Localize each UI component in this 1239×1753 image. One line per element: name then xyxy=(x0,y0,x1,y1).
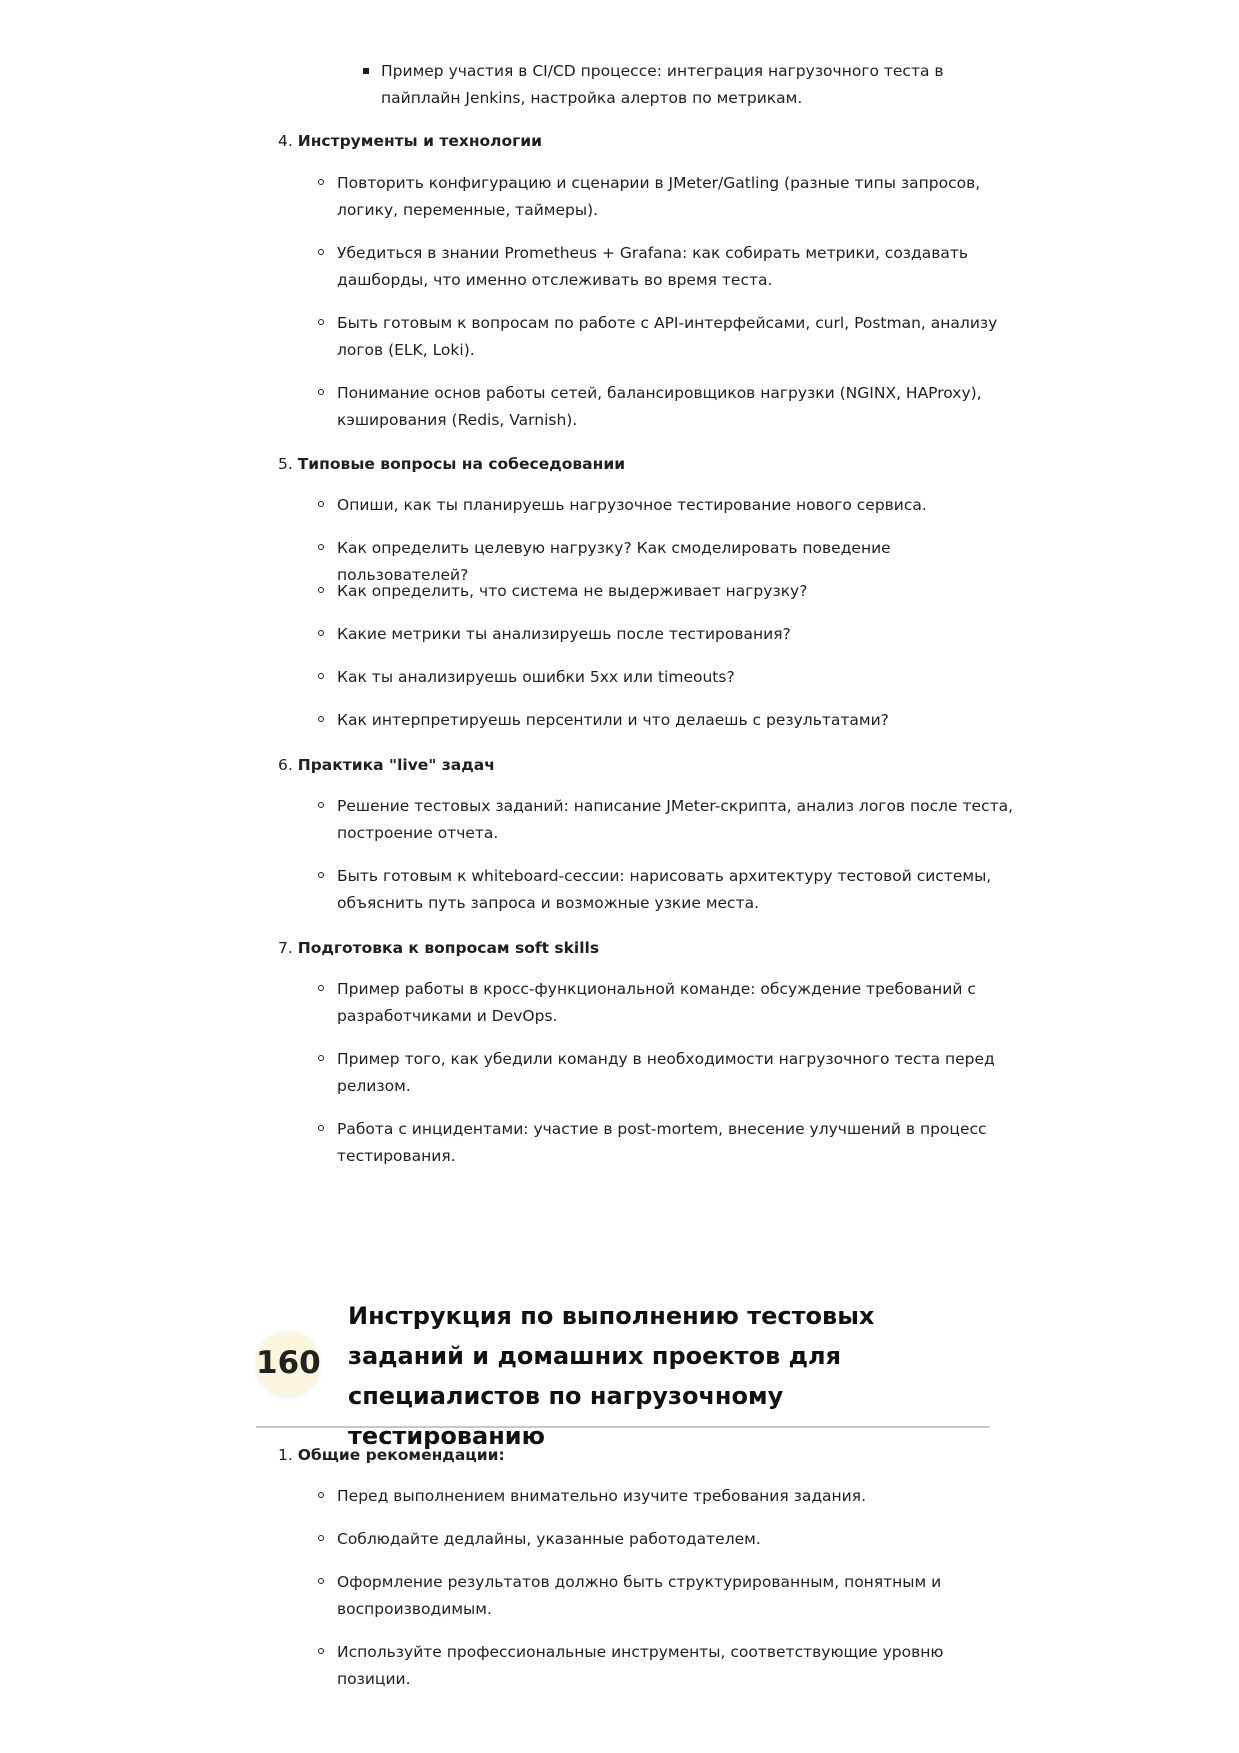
list-item-text: Как ты анализируешь ошибки 5xx или timeouts? xyxy=(337,668,735,686)
section-title: Типовые вопросы на собеседовании xyxy=(297,455,626,473)
list-item-text: Перед выполнением внимательно изучите требования задания. xyxy=(337,1487,866,1505)
list-item xyxy=(337,976,1017,1030)
list-item xyxy=(337,492,1017,519)
circle-bullet-icon xyxy=(318,389,324,395)
list-item-text: Пример участия в CI/CD процессе: интеграция нагрузочного теста в пайплайн Jenkins, настройка алертов по метрикам. xyxy=(381,62,944,107)
list-item-text: Как определить целевую нагрузку? Как смоделировать поведение пользователей? xyxy=(337,539,891,584)
list-item-text: Используйте профессиональные инструменты, соответствующие уровню позиции. xyxy=(337,1643,944,1688)
circle-bullet-icon xyxy=(318,1055,324,1061)
circle-bullet-icon xyxy=(318,587,324,593)
list-item xyxy=(337,380,1017,434)
list-item-text: Понимание основ работы сетей, балансировщиков нагрузки (NGINX, HAProxy), кэширования (Redis, Varnish). xyxy=(337,384,982,429)
list-item-text: Как интерпретируешь персентили и что делаешь с результатами? xyxy=(337,711,889,729)
circle-bullet-icon xyxy=(318,673,324,679)
circle-bullet-icon xyxy=(318,985,324,991)
list-item xyxy=(337,793,1017,847)
list-item xyxy=(337,578,1017,605)
section-title: Практика "live" задач xyxy=(297,756,495,774)
list-item xyxy=(337,707,1017,734)
chapter-number-badge: 160 xyxy=(256,1331,320,1395)
section-number: 5. xyxy=(278,455,293,473)
list-item xyxy=(337,863,1017,917)
list-item-text: Работа с инцидентами: участие в post-mortem, внесение улучшений в процесс тестирования. xyxy=(337,1120,987,1165)
list-item xyxy=(381,58,1001,112)
list-item xyxy=(337,1483,1017,1510)
section-heading xyxy=(278,937,599,959)
chapter-title: Инструкция по выполнению тестовых заданий и домашних проектов для специалистов по нагрузочному тестированию xyxy=(348,1302,875,1450)
circle-bullet-icon xyxy=(318,249,324,255)
list-item-text: Пример того, как убедили команду в необходимости нагрузочного теста перед релизом. xyxy=(337,1050,995,1095)
list-item-text: Оформление результатов должно быть структурированным, понятным и воспроизводимым. xyxy=(337,1573,942,1618)
circle-bullet-icon xyxy=(318,872,324,878)
section-title: Общие рекомендации: xyxy=(297,1446,505,1464)
circle-bullet-icon xyxy=(318,544,324,550)
list-item xyxy=(337,310,1017,364)
circle-bullet-icon xyxy=(318,1578,324,1584)
section-heading xyxy=(278,1444,505,1466)
circle-bullet-icon xyxy=(318,1648,324,1654)
circle-bullet-icon xyxy=(318,1125,324,1131)
list-item xyxy=(337,664,1017,691)
circle-bullet-icon xyxy=(318,716,324,722)
list-item xyxy=(337,240,1017,294)
circle-bullet-icon xyxy=(318,1535,324,1541)
circle-bullet-icon xyxy=(318,630,324,636)
list-item xyxy=(337,1116,1017,1170)
section-number: 6. xyxy=(278,756,293,774)
circle-bullet-icon xyxy=(318,501,324,507)
list-item-text: Пример работы в кросс-функциональной команде: обсуждение требований с разработчиками и DevOps. xyxy=(337,980,976,1025)
list-item-text: Убедиться в знании Prometheus + Grafana: как собирать метрики, создавать дашборды, что именно отслеживать во время теста. xyxy=(337,244,969,289)
list-item-text: Быть готовым к whiteboard-сессии: нарисовать архитектуру тестовой системы, объяснить путь запроса и возможные узкие места. xyxy=(337,867,992,912)
circle-bullet-icon xyxy=(318,319,324,325)
list-item xyxy=(337,1526,1017,1553)
list-item-text: Опиши, как ты планируешь нагрузочное тестирование нового сервиса. xyxy=(337,496,927,514)
circle-bullet-icon xyxy=(318,1492,324,1498)
chapter-heading xyxy=(256,1296,990,1450)
section-title: Подготовка к вопросам soft skills xyxy=(297,939,600,957)
list-item-text: Решение тестовых заданий: написание JMeter-скрипта, анализ логов после теста, построение отчета. xyxy=(337,797,1014,842)
section-number: 7. xyxy=(278,939,293,957)
list-item-text: Соблюдайте дедлайны, указанные работодателем. xyxy=(337,1530,761,1548)
square-bullet-icon xyxy=(363,68,369,74)
section-heading xyxy=(278,453,625,475)
list-item xyxy=(337,1639,1017,1693)
list-item xyxy=(337,621,1017,648)
list-item xyxy=(337,1569,1017,1623)
list-item-text: Какие метрики ты анализируешь после тестирования? xyxy=(337,625,791,643)
list-item-text: Быть готовым к вопросам по работе с API-интерфейсами, curl, Postman, анализу логов (ELK, Loki). xyxy=(337,314,998,359)
list-item xyxy=(337,170,1017,224)
section-number: 4. xyxy=(278,132,293,150)
section-heading xyxy=(278,754,495,776)
section-number: 1. xyxy=(278,1446,293,1464)
section-title: Инструменты и технологии xyxy=(297,132,543,150)
list-item-text: Как определить, что система не выдерживает нагрузку? xyxy=(337,582,808,600)
section-heading xyxy=(278,130,542,152)
circle-bullet-icon xyxy=(318,179,324,185)
list-item xyxy=(337,1046,1017,1100)
circle-bullet-icon xyxy=(318,802,324,808)
list-item-text: Повторить конфигурацию и сценарии в JMeter/Gatling (разные типы запросов, логику, переменные, таймеры). xyxy=(337,174,981,219)
